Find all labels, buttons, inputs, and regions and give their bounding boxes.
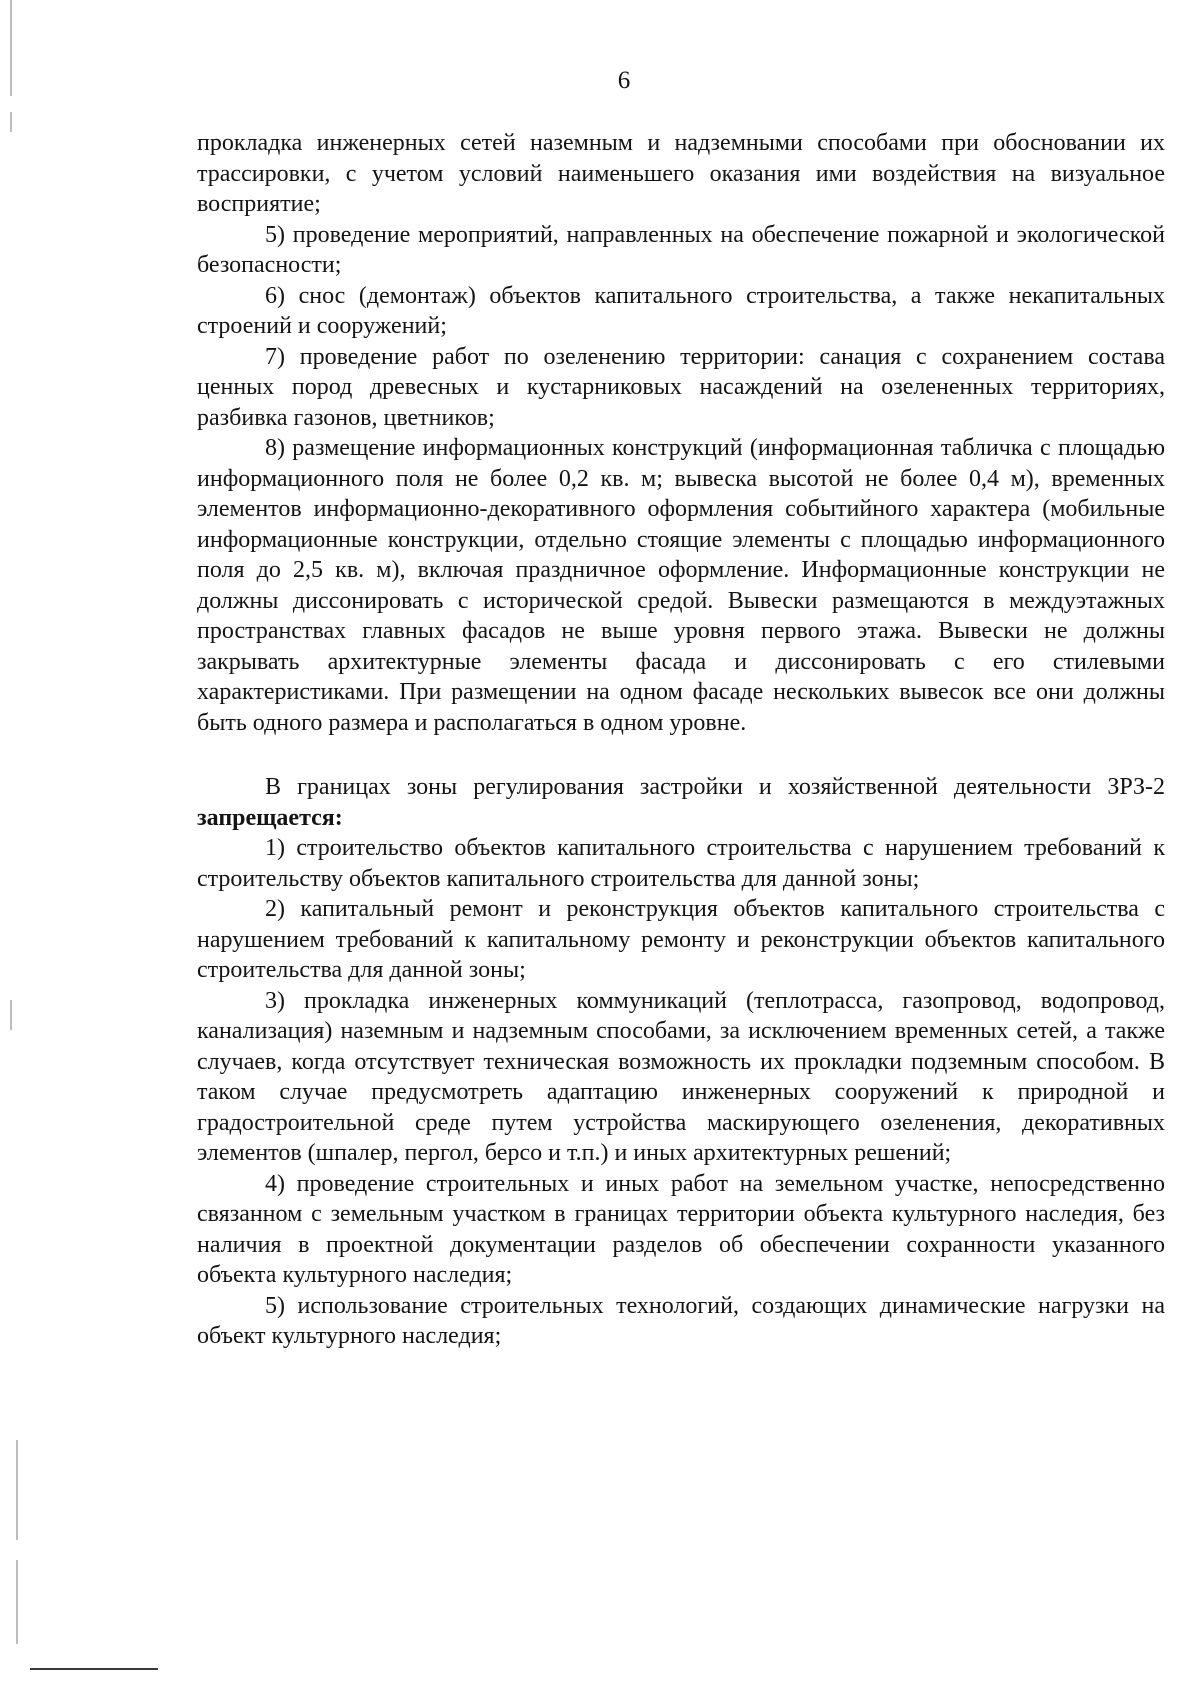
prohibited-item-3: 3) прокладка инженерных коммуникаций (теплотрасса, газопровод, водопровод, канализация) наземным и надземным способами, за исключением временных сетей, а также случаев, когда отсутствует техническая возможность их прокладки подземным способом. В таком случае предусмотреть адаптацию инженерных сооружений к природной и градостроительной среде путем устройства маскирующего озеленения, декоративных элементов (шпалер, пергол, берсо и т.п.) и иных архитектурных решений;: [197, 987, 1165, 1166]
section-intro: [197, 772, 1165, 833]
section-intro-text: В границах зоны регулирования застройки и хозяйственной деятельности ЗРЗ-2: [265, 774, 1165, 800]
prohibited-item-4: 4) проведение строительных и иных работ на земельном участке, непосредственно связанном с земельным участком в границах территории объекта культурного наследия, без наличия в проектной документации разделов об обеспечении сохранности указанного объекта культурного наследия;: [197, 1170, 1165, 1288]
document-body: [197, 128, 1165, 1352]
scan-artifact-mark: [16, 1440, 18, 1540]
prohibited-item-1: 1) строительство объектов капитального строительства с нарушением требований к строительству объектов капитального строительства для данной зоны;: [197, 835, 1165, 892]
prohibited-item-2: 2) капитальный ремонт и реконструкция объектов капитального строительства с нарушением требований к капитальному ремонту и реконструкции объектов капитального строительства для данной зоны;: [197, 896, 1165, 983]
list-item-8: 8) размещение информационных конструкций (информационная табличка с площадью информационного поля не более 0,2 кв. м; вывеска высотой не более 0,4 м), временных элементов информационно-декоративного оформления событийного характера (мобильные информационные конструкции, отдельно стоящие элементы с площадью информационного поля до 2,5 кв. м), включая праздничное оформление. Информационные конструкции не должны диссонировать с исторической средой. Вывески размещаются в междуэтажных пространствах главных фасадов не выше уровня первого этажа. Вывески не должны закрывать архитектурные элементы фасада и диссонировать с его стилевыми характеристиками. При размещении на одном фасаде нескольких вывесок все они должны быть одного размера и располагаться в одном уровне.: [197, 435, 1165, 736]
page-number: 6: [617, 67, 631, 94]
scan-artifact-mark: [16, 1560, 18, 1644]
list-item-5: 5) проведение мероприятий, направленных на обеспечение пожарной и экологической безопасности;: [197, 221, 1165, 278]
scan-artifact-mark: [10, 112, 12, 132]
list-item-7: 7) проведение работ по озеленению территории: санация с сохранением состава ценных пород древесных и кустарниковых насаждений на озелененных территориях, разбивка газонов, цветников;: [197, 343, 1165, 431]
section-gap: [197, 738, 1165, 772]
section-intro-emphasis: запрещается:: [197, 804, 343, 831]
scan-artifact-line: [30, 1668, 158, 1670]
list-item-6: 6) снос (демонтаж) объектов капитального строительства, а также некапитальных строений и сооружений;: [197, 282, 1165, 339]
paragraph-continuation: прокладка инженерных сетей наземным и надземными способами при обосновании их трассировки, с учетом условий наименьшего оказания ими воздействия на визуальное восприятие;: [197, 130, 1165, 217]
scan-artifact-mark: [10, 1000, 12, 1030]
prohibited-item-5: 5) использование строительных технологий, создающих динамические нагрузки на объект культурного наследия;: [197, 1292, 1165, 1349]
